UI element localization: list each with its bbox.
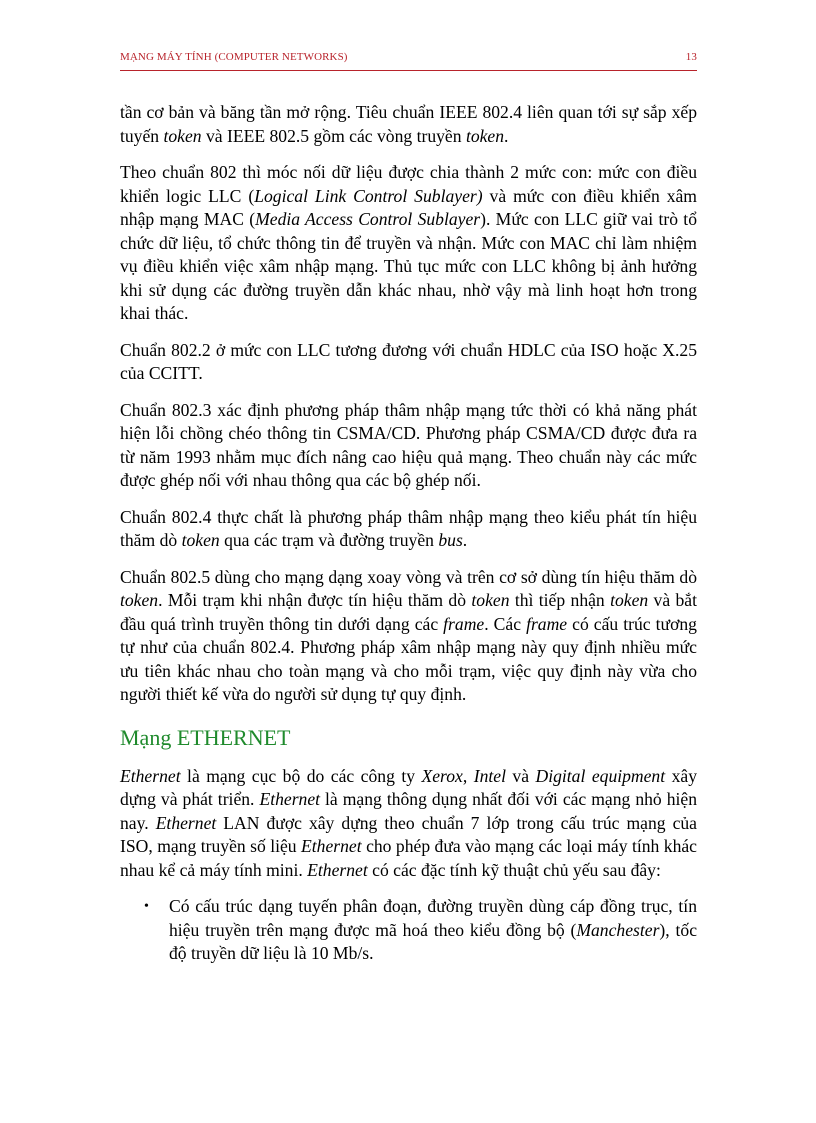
- text-run: Theo chuẩn 802 thì móc nối dữ liệu được chia thành 2 mức con: mức con điều khiển logic LLC (: [120, 162, 697, 206]
- italic-run: Xerox: [421, 765, 463, 786]
- italic-run: Intel: [473, 765, 506, 786]
- italic-run: token: [465, 125, 505, 146]
- italic-run: Media Access Control Sublayer: [255, 209, 481, 229]
- text-run: LAN được xây dựng theo chuẩn 7 lớp trong cấu trúc mạng của ISO, mạng truyền số liệu: [120, 812, 697, 856]
- paragraph: [120, 566, 697, 707]
- text-run: Có cấu trúc dạng tuyến phân đoạn, đường truyền dùng cáp đồng trục, tín hiệu truyền trên mạng được mã hoá theo kiểu đồng bộ (: [169, 896, 697, 940]
- italic-run: Digital equipment: [535, 765, 666, 786]
- bullet-list: [120, 895, 697, 966]
- italic-run: Ethernet: [259, 789, 321, 809]
- italic-run: Logical Link Control Sublayer): [254, 185, 483, 206]
- text-run: . Mỗi trạm khi nhận được tín hiệu thăm dò: [158, 590, 472, 610]
- header-rule: [120, 70, 697, 71]
- paragraph: [120, 506, 697, 553]
- text-run: Chuẩn 802.5 dùng cho mạng dạng xoay vòng và trên cơ sở dùng tín hiệu thăm dò: [120, 566, 697, 587]
- paragraph-group: [120, 101, 697, 707]
- italic-run: Ethernet: [120, 765, 181, 786]
- italic-run: Ethernet: [307, 859, 368, 880]
- italic-run: token: [181, 530, 220, 550]
- bullet-dot-icon: •: [144, 899, 149, 914]
- italic-run: Ethernet: [155, 812, 217, 833]
- bullet-item: [144, 895, 698, 966]
- text-run: và IEEE 802.5 gồm các vòng truyền: [201, 125, 466, 146]
- text-run: và: [505, 765, 536, 786]
- text-run: Chuẩn 802.3 xác định phương pháp thâm nhập mạng tức thời có khả năng phát hiện lỗi chồng chéo thông tin CSMA/CD. Phương pháp CSMA/CD được đưa ra từ năm 1993 nhằm mục đích nâng cao hiệu quả mạng. Theo chuẩn này các mức được ghép nối với nhau thông qua các bộ ghép nối.: [120, 399, 697, 490]
- text-run: ,: [462, 765, 474, 786]
- paragraph: [120, 101, 697, 148]
- running-header-title: MẠNG MÁY TÍNH (COMPUTER NETWORKS): [120, 51, 348, 63]
- text-run: qua các trạm và đường truyền: [219, 530, 439, 550]
- text-run: Chuẩn 802.2 ở mức con LLC tương đương với chuẩn HDLC của ISO hoặc X.25 của CCITT.: [120, 339, 697, 383]
- page-number: 13: [685, 51, 697, 63]
- text-run: .: [504, 125, 509, 146]
- italic-run: token: [610, 590, 649, 610]
- italic-run: frame: [526, 613, 568, 634]
- italic-run: Manchester: [576, 919, 660, 940]
- text-run: . Các: [484, 613, 527, 634]
- section-paragraph-group: [120, 765, 697, 883]
- italic-run: frame: [443, 613, 485, 634]
- italic-run: token: [163, 125, 202, 146]
- text-run: và bắt đầu quá trình truyền thông tin dưới dạng các: [120, 590, 697, 634]
- paragraph: [120, 161, 697, 326]
- text-run: Chuẩn 802.4 thực chất là phương pháp thâm nhập mạng theo kiểu phát tín hiệu thăm dò: [120, 506, 697, 550]
- italic-run: token: [471, 590, 510, 610]
- section-paragraph: [120, 765, 697, 883]
- text-run: ), tốc độ truyền dữ liệu là 10 Mb/s.: [169, 919, 698, 963]
- section-heading: Mạng ETHERNET: [120, 724, 291, 750]
- paragraph: [120, 399, 697, 493]
- text-run: có các đặc tính kỹ thuật chủ yếu sau đây:: [367, 859, 661, 880]
- text-run: cho phép đưa vào mạng các loại máy tính khác nhau kể cả máy tính mini.: [120, 836, 697, 880]
- text-run: .: [462, 530, 468, 550]
- text-run: là mạng cục bộ do các công ty: [180, 765, 422, 786]
- text-run: xây dựng và phát triển.: [120, 765, 697, 809]
- paragraph: [120, 339, 697, 386]
- text-run: thì tiếp nhận: [509, 590, 611, 610]
- italic-run: Ethernet: [301, 836, 362, 856]
- text-run: và mức con điều khiển xâm nhập mạng MAC (: [120, 185, 697, 229]
- page-body: [120, 101, 697, 966]
- text-run: tần cơ bản và băng tần mở rộng. Tiêu chuẩn IEEE 802.4 liên quan tới sự sắp xếp tuyến: [120, 102, 697, 146]
- italic-run: bus: [438, 530, 463, 550]
- text-run: là mạng thông dụng nhất đối với các mạng nhỏ hiện nay.: [120, 789, 698, 833]
- text-run: ). Mức con LLC giữ vai trò tổ chức dữ liệu, tổ chức thông tin để truyền và nhận. Mức con MAC chỉ làm nhiệm vụ điều khiển việc xâm nhập mạng. Thủ tục mức con LLC không bị ảnh hưởng khi sử dụng các đường truyền dẫn khác nhau, nhờ vậy mà linh hoạt hơn trong khai thác.: [120, 209, 697, 323]
- text-run: có cấu trúc tương tự như của chuẩn 802.4. Phương pháp xâm nhập mạng này quy định nhiều mức ưu tiên khác nhau cho toàn mạng và cho mỗi trạm, việc quy định này vừa cho người thiết kế vừa do người sử dụng tự quy định.: [120, 613, 697, 704]
- italic-run: token: [120, 590, 159, 610]
